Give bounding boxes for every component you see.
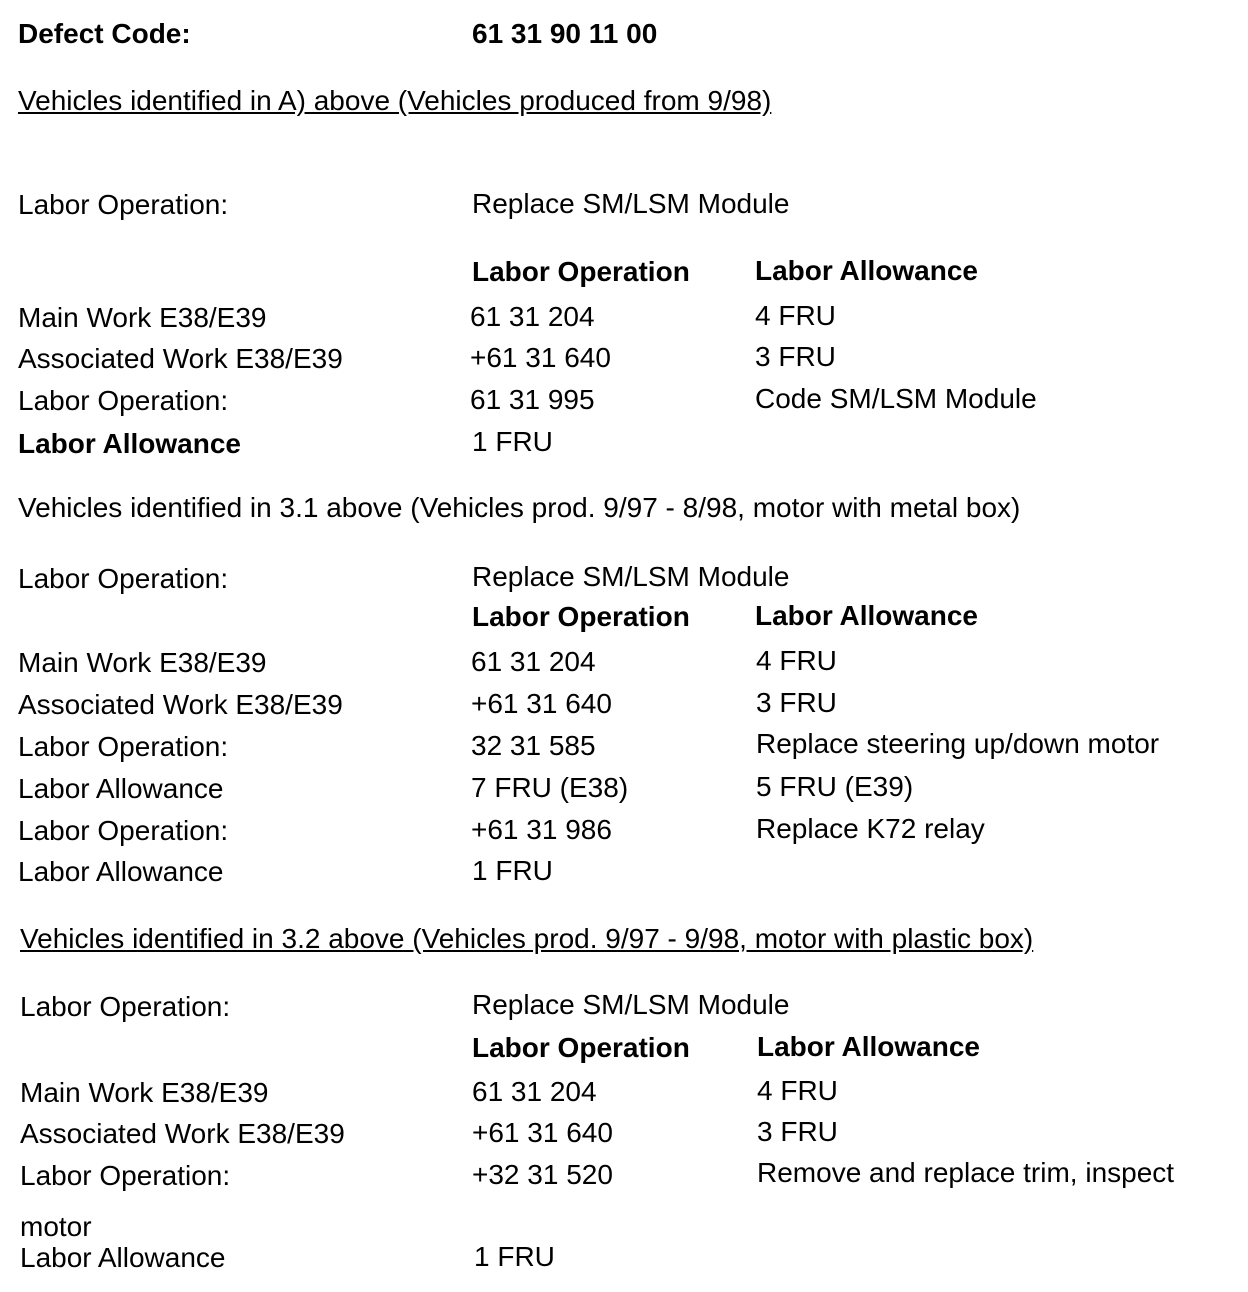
- section-a-op-value: Replace SM/LSM Module: [472, 188, 790, 219]
- section-31-heading: Vehicles identified in 3.1 above (Vehicles prod. 9/97 - 8/98, motor with metal box): [18, 492, 1021, 523]
- section-a-heading: Vehicles identified in A) above (Vehicles produced from 9/98): [18, 85, 772, 116]
- defect-code-value: 61 31 90 11 00: [472, 18, 658, 49]
- section-a-row-label: Labor Operation:: [18, 385, 229, 416]
- section-a-row-label: Labor Allowance: [18, 428, 242, 459]
- section-a-row-operation: 61 31 995: [470, 384, 595, 415]
- section-31-row-label: Labor Allowance: [18, 773, 224, 804]
- section-32-row-allowance: Remove and replace trim, inspect: [757, 1157, 1175, 1188]
- section-32-row-allowance: 3 FRU: [757, 1116, 838, 1147]
- section-a-op-label: Labor Operation:: [18, 189, 229, 220]
- section-a-row-allowance: Code SM/LSM Module: [755, 383, 1037, 414]
- section-a-row-label: Main Work E38/E39: [18, 302, 267, 333]
- section-31-col-allowance: Labor Allowance: [755, 600, 979, 631]
- section-31-op-value: Replace SM/LSM Module: [472, 561, 790, 592]
- section-32-row-allowance: 4 FRU: [757, 1075, 838, 1106]
- defect-code-label: Defect Code:: [18, 18, 191, 49]
- section-32-op-label: Labor Operation:: [20, 991, 231, 1022]
- section-a-col-operation: Labor Operation: [472, 256, 690, 287]
- section-31-row-allowance: 5 FRU (E39): [756, 771, 914, 802]
- section-31-row-label: Associated Work E38/E39: [18, 689, 343, 720]
- section-32-heading: Vehicles identified in 3.2 above (Vehicles prod. 9/97 - 9/98, motor with plastic box): [20, 923, 1034, 954]
- section-32-col-operation: Labor Operation: [472, 1032, 690, 1063]
- section-32-row-label: Labor Operation:: [20, 1160, 231, 1191]
- section-a-row-allowance: 3 FRU: [755, 341, 836, 372]
- section-31-row-operation: +61 31 640: [471, 688, 612, 719]
- section-a-col-allowance: Labor Allowance: [755, 255, 979, 286]
- section-32-col-allowance: Labor Allowance: [757, 1031, 981, 1062]
- section-a-row-operation: 61 31 204: [470, 301, 595, 332]
- section-31-row-operation: 32 31 585: [471, 730, 596, 761]
- section-31-row-allowance: Replace K72 relay: [756, 813, 985, 844]
- section-32-wrap-text: motor: [20, 1211, 92, 1242]
- section-a-row-label: Associated Work E38/E39: [18, 343, 343, 374]
- section-31-row-label: Main Work E38/E39: [18, 647, 267, 678]
- section-32-op-value: Replace SM/LSM Module: [472, 989, 790, 1020]
- section-31-row-label: Labor Allowance: [18, 856, 224, 887]
- section-a-row-allowance: 4 FRU: [755, 300, 836, 331]
- section-a-row-operation: +61 31 640: [470, 342, 611, 373]
- section-a-row-operation: 1 FRU: [472, 426, 553, 457]
- section-31-row-operation: 61 31 204: [471, 646, 596, 677]
- section-32-row-operation: +32 31 520: [472, 1159, 613, 1190]
- section-31-op-label: Labor Operation:: [18, 563, 229, 594]
- section-31-row-label: Labor Operation:: [18, 731, 229, 762]
- section-32-row-operation: +61 31 640: [472, 1117, 613, 1148]
- section-32-row-operation: 61 31 204: [472, 1076, 597, 1107]
- section-32-row-label: Associated Work E38/E39: [20, 1118, 345, 1149]
- section-32-row-label: Labor Allowance: [20, 1242, 226, 1273]
- section-32-row-label: Main Work E38/E39: [20, 1077, 269, 1108]
- section-31-row-operation: +61 31 986: [471, 814, 612, 845]
- section-31-col-operation: Labor Operation: [472, 601, 690, 632]
- section-31-row-operation: 1 FRU: [472, 855, 553, 886]
- section-31-row-allowance: 3 FRU: [756, 687, 837, 718]
- section-31-row-allowance: 4 FRU: [756, 645, 837, 676]
- section-31-row-allowance: Replace steering up/down motor: [756, 728, 1160, 759]
- section-32-row-operation: 1 FRU: [474, 1241, 555, 1272]
- section-31-row-operation: 7 FRU (E38): [471, 772, 629, 803]
- section-31-row-label: Labor Operation:: [18, 815, 229, 846]
